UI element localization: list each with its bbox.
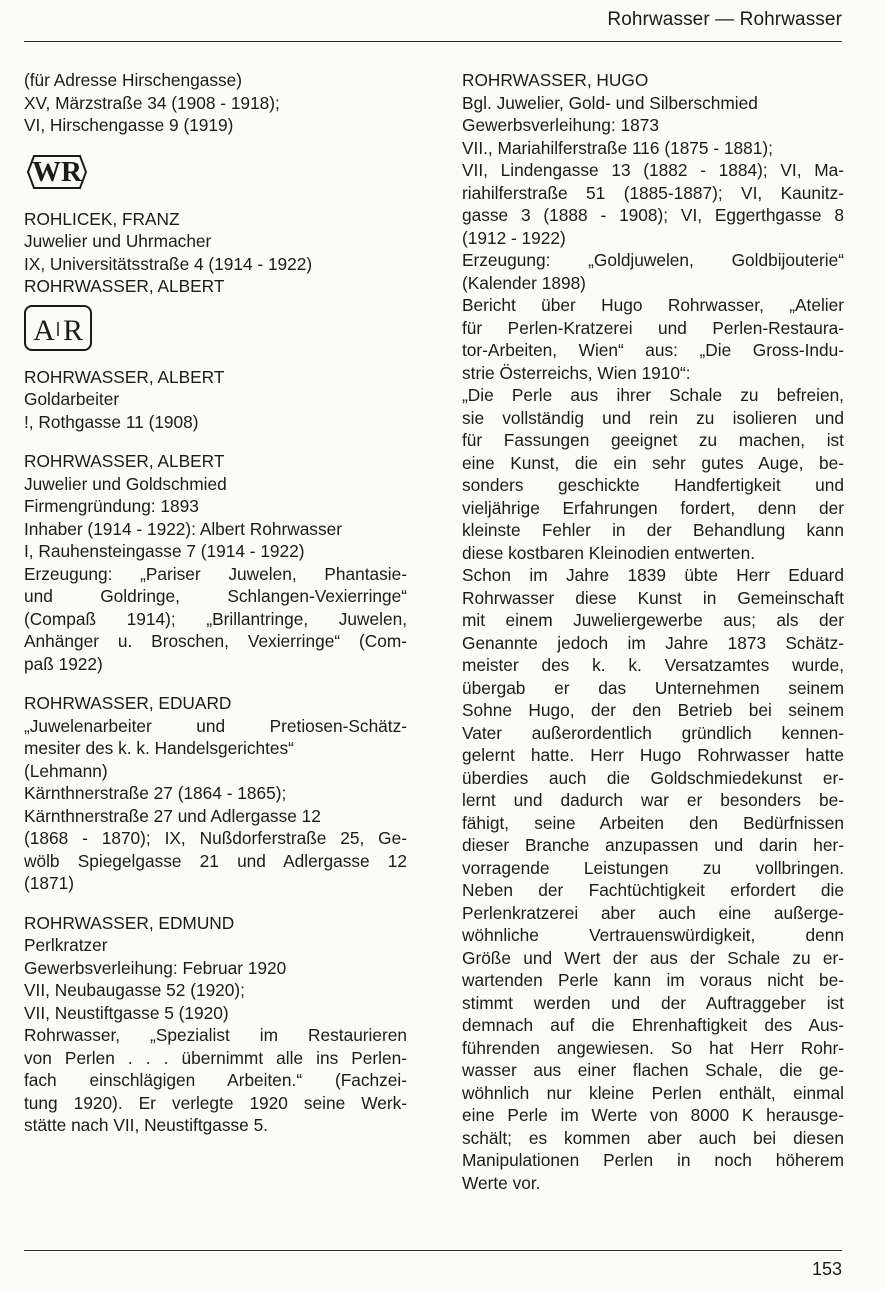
entry-line: demnach auf die Ehrenhaftigkeit des Aus- bbox=[462, 1015, 844, 1035]
entry-line: VII, Neustiftgasse 5 (1920) bbox=[24, 1002, 229, 1023]
left-column bbox=[24, 69, 407, 1154]
entry-line: „Juwelenarbeiter und Pretiosen-Schätz- bbox=[24, 715, 407, 736]
entry-line: VII, Lindengasse 13 (1882 - 1884); VI, Ma- bbox=[462, 160, 844, 180]
entry-line: eine Kunst, die ein sehr gutes Auge, be- bbox=[462, 452, 844, 473]
hallmark-wr bbox=[22, 148, 92, 196]
entry-line: wölb Spiegelgasse 21 und Adlergasse 12 bbox=[24, 850, 407, 871]
entry-line: Vater außerordentlich gründlich kennen- bbox=[462, 722, 844, 743]
entry-line: (Kalender 1898) bbox=[462, 272, 586, 293]
entry-line: mesiter des k. k. Handelsgerichtes“ bbox=[24, 738, 294, 758]
entry-line: IX, Universitätsstraße 4 (1914 - 1922) bbox=[24, 253, 313, 274]
entry-continuation bbox=[24, 69, 407, 137]
entry-line: dieser Branche anzupassen und darin her- bbox=[462, 835, 844, 855]
entry-line: und Goldringe, Schlangen-Vexierringe“ bbox=[24, 586, 407, 606]
entry-line: sie vollständig und rein zu isolieren und bbox=[462, 407, 844, 428]
entry-line: Bgl. Juwelier, Gold- und Silberschmied bbox=[462, 92, 758, 113]
entry-rohrwasser-edmund bbox=[24, 912, 407, 1137]
entry-heading: ROHRWASSER, HUGO bbox=[462, 70, 649, 90]
header-rule bbox=[24, 41, 842, 42]
entry-line: Kärnthnerstraße 27 und Adlergasse 12 bbox=[24, 805, 321, 826]
entry-line: Rohrwasser diese Kunst in Gemeinschaft bbox=[462, 587, 844, 608]
entry-line: (1912 - 1922) bbox=[462, 227, 566, 248]
entry-line: paß 1922) bbox=[24, 653, 103, 674]
entry-line: Erzeugung: „Goldjuwelen, Goldbijouterie“ bbox=[462, 250, 844, 270]
entry-line: stätte nach VII, Neustiftgasse 5. bbox=[24, 1115, 268, 1135]
hallmark-ar-right: R bbox=[62, 313, 84, 347]
entry-line: lernt und dadurch war er besonders be- bbox=[462, 790, 844, 810]
entry-line: meister des k. k. Versatzamtes wurde, bbox=[462, 655, 844, 675]
entry-line: VII., Mariahilferstraße 116 (1875 - 1881); bbox=[462, 137, 773, 158]
entry-line: Neben der Fachtüchtigkeit erfordert die bbox=[462, 880, 844, 900]
entry-line: Größe und Wert der aus der Schale zu er- bbox=[462, 947, 844, 968]
entry-line: Firmengründung: 1893 bbox=[24, 496, 199, 516]
entry-line: I, Rauhensteingasse 7 (1914 - 1922) bbox=[24, 541, 305, 561]
entry-line: fach einschlägigen Arbeiten.“ (Fachzei- bbox=[24, 1070, 407, 1090]
entry-line: „Die Perle aus ihrer Schale zu befreien, bbox=[462, 385, 844, 405]
entry-heading: ROHRWASSER, ALBERT bbox=[24, 366, 225, 387]
entry-line: tor-Arbeiten, Wien“ aus: „Die Gross-Indu- bbox=[462, 340, 844, 360]
entry-line: Gewerbsverleihung: Februar 1920 bbox=[24, 957, 287, 978]
entry-line: Gewerbsverleihung: 1873 bbox=[462, 115, 659, 135]
entry-line: Manipulationen Perlen in noch höherem bbox=[462, 1150, 844, 1170]
entry-line: schält; es kommen aber auch bei diesen bbox=[462, 1127, 844, 1148]
entry-line: riahilferstraße 51 (1885-1887); VI, Kaunitz- bbox=[462, 182, 844, 203]
entry-line: Juwelier und Uhrmacher bbox=[24, 231, 212, 251]
entry-line: vieljährige Erfahrungen fordert, denn der bbox=[462, 497, 844, 518]
entry-line: Sohne Hugo, der den Betrieb bei seinem bbox=[462, 700, 844, 720]
entry-line: (1871) bbox=[24, 873, 74, 893]
entry-heading: ROHRWASSER, EDUARD bbox=[24, 693, 232, 713]
entry-line: eine Perle im Werte von 8000 K herausge- bbox=[462, 1105, 844, 1125]
entry-line: Kärnthnerstraße 27 (1864 - 1865); bbox=[24, 783, 287, 803]
hallmark-wr-text: WR bbox=[32, 155, 82, 188]
running-header: Rohrwasser — Rohrwasser bbox=[607, 9, 842, 30]
entry-line: Genannte jedoch im Jahre 1873 Schätz- bbox=[462, 632, 844, 653]
entry-line: VII, Neubaugasse 52 (1920); bbox=[24, 980, 245, 1000]
entry-line: (Compaß 1914); „Brillantringe, Juwelen, bbox=[24, 608, 407, 629]
entry-line: gelernt hatte. Herr Hugo Rohrwasser hatte bbox=[462, 745, 844, 765]
entry-line: fähigt, seine Arbeiten den Bedürfnissen bbox=[462, 812, 844, 833]
entry-line: XV, Märzstraße 34 (1908 - 1918); bbox=[24, 92, 280, 113]
hallmark-ar bbox=[22, 302, 94, 354]
entry-line: Perlenkratzerei aber auch eine außerge- bbox=[462, 902, 844, 923]
entry-line: Inhaber (1914 - 1922): Albert Rohrwasser bbox=[24, 518, 342, 539]
entry-rohrwasser-hugo bbox=[462, 69, 844, 1194]
entry-line: Perlkratzer bbox=[24, 935, 108, 955]
entry-line: !, Rothgasse 11 (1908) bbox=[24, 411, 199, 432]
entry-line: kleinste Fehler in der Behandlung kann bbox=[462, 520, 844, 540]
entry-line: (Lehmann) bbox=[24, 760, 108, 781]
entry-line: übergab er das Unternehmen seinem bbox=[462, 677, 844, 698]
entry-line: wöhnlich nur kleine Perlen enthält, einmal bbox=[462, 1082, 844, 1103]
page-number: 153 bbox=[811, 1259, 842, 1279]
entry-line: diese kostbaren Kleinodien entwerten. bbox=[462, 542, 756, 563]
entry-line: für Fassungen geeignet zu machen, ist bbox=[462, 430, 844, 450]
entry-line: (für Adresse Hirschengasse) bbox=[24, 70, 243, 90]
entry-line: wartenden Perle kann im voraus nicht be- bbox=[462, 970, 844, 990]
entry-heading: ROHRWASSER, EDMUND bbox=[24, 912, 235, 933]
entry-line: stimmt werden und der Auftraggeber ist bbox=[462, 992, 844, 1013]
entry-line: Bericht über Hugo Rohrwasser, „Atelier bbox=[462, 295, 844, 315]
entry-line: Rohrwasser, „Spezialist im Restaurieren bbox=[24, 1025, 407, 1045]
entry-line: wasser aus einer flachen Schale, die ge- bbox=[462, 1060, 844, 1080]
entry-line: Juwelier und Goldschmied bbox=[24, 473, 227, 494]
entry-rohrwasser-albert-goldarbeiter bbox=[24, 366, 407, 434]
footer-rule bbox=[24, 1250, 842, 1251]
entry-rohrwasser-albert-juwelier bbox=[24, 450, 407, 675]
entry-line: strie Österreichs, Wien 1910“: bbox=[462, 362, 691, 383]
entry-line: mit einem Juweliergewerbe aus; als der bbox=[462, 610, 844, 630]
entry-line: wöhnliche Vertrauenswürdigkeit, denn bbox=[462, 925, 844, 945]
hallmark-ar-left: A bbox=[33, 313, 55, 347]
entry-line: sonders geschickte Handfertigkeit und bbox=[462, 475, 844, 495]
entry-line: für Perlen-Kratzerei und Perlen-Restaura- bbox=[462, 317, 844, 338]
entry-line: Goldarbeiter bbox=[24, 389, 120, 409]
entry-line: vorragende Leistungen zu vollbringen. bbox=[462, 857, 844, 878]
entry-rohrwasser-eduard bbox=[24, 692, 407, 895]
entry-heading: ROHLICEK, FRANZ bbox=[24, 208, 180, 229]
right-column bbox=[462, 69, 844, 1211]
entry-line: Werte vor. bbox=[462, 1172, 541, 1193]
entry-line: führenden angewiesen. So hat Herr Rohr- bbox=[462, 1037, 844, 1058]
entry-line: tung 1920). Er verlegte 1920 seine Werk- bbox=[24, 1092, 407, 1113]
entry-rohlicek-franz bbox=[24, 208, 407, 298]
entry-line: Anhänger u. Broschen, Vexierringe“ (Com- bbox=[24, 631, 407, 651]
entry-line: Schon im Jahre 1839 übte Herr Eduard bbox=[462, 565, 844, 585]
entry-heading: ROHRWASSER, ALBERT bbox=[24, 276, 225, 296]
entry-line: VI, Hirschengasse 9 (1919) bbox=[24, 115, 234, 135]
entry-heading: ROHRWASSER, ALBERT bbox=[24, 451, 225, 471]
entry-line: gasse 3 (1888 - 1908); VI, Eggerthgasse 8 bbox=[462, 205, 844, 225]
entry-line: überdies auch die Goldschmiedekunst er- bbox=[462, 767, 844, 788]
entry-line: Erzeugung: „Pariser Juwelen, Phantasie- bbox=[24, 563, 407, 584]
entry-line: von Perlen . . . übernimmt alle ins Perlen- bbox=[24, 1047, 407, 1068]
entry-line: (1868 - 1870); IX, Nußdorferstraße 25, Ge- bbox=[24, 828, 407, 848]
